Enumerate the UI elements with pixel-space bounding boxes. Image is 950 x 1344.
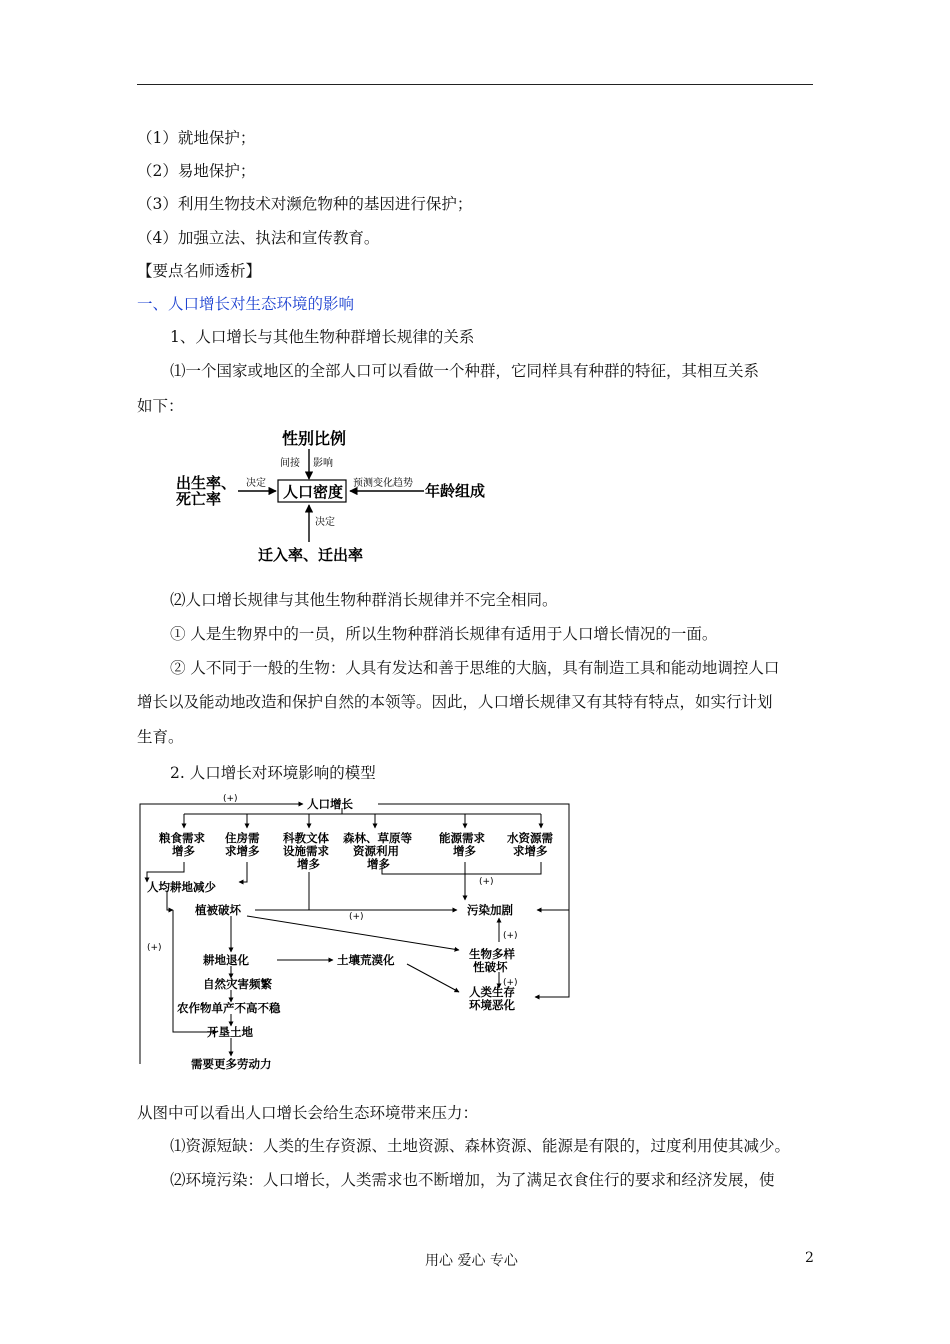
growth-node: 人口增长 — [307, 797, 353, 811]
energy-node-1: 能源需求 — [439, 831, 485, 845]
degrade-node: 耕地退化 — [203, 953, 249, 967]
labor-node: 需要更多劳动力 — [191, 1057, 272, 1071]
biodiversity-node-2: 性破坏 — [473, 960, 508, 974]
disaster-node: 自然灾害频繁 — [203, 977, 272, 991]
page-number: 2 — [805, 1250, 814, 1266]
forest-node-2: 资源利用 — [353, 844, 399, 858]
plus-label-bio-down: (+) — [503, 978, 518, 988]
sex-ratio-label: 性别比例 — [282, 429, 347, 448]
paragraph-1b: 如下： — [137, 397, 184, 415]
biodiversity-node-1: 生物多样 — [469, 947, 515, 961]
header-rule — [137, 84, 813, 85]
forest-node-1: 森林、草原等 — [343, 831, 412, 845]
plus-label-pollution: (+) — [479, 877, 494, 887]
culture-node-1: 科教文体 — [283, 831, 329, 845]
water-node-2: 求增多 — [513, 844, 548, 858]
environment-node-2: 环境恶化 — [469, 998, 515, 1012]
text-line-3: （3）利用生物技术对濒危物种的基因进行保护； — [137, 195, 473, 213]
item-2-title: 2. 人口增长对环境影响的模型 — [170, 764, 376, 782]
paragraph-1a: ⑴一个国家或地区的全部人口可以看做一个种群，它同样具有种群的特征，其相互关系 — [170, 362, 760, 380]
paragraph-3: 从图中可以看出人口增长会给生态环境带来压力： — [137, 1104, 479, 1122]
environment-node-1: 人类生存 — [469, 985, 515, 999]
energy-node-2: 增多 — [453, 844, 476, 858]
indirect-label: 间接 — [280, 458, 300, 469]
influence-label: 影响 — [313, 458, 333, 469]
population-density-diagram — [170, 424, 510, 574]
paragraph-2-2c: 生育。 — [137, 728, 184, 746]
age-structure-label: 年龄组成 — [425, 482, 486, 500]
birth-rate-label: 出生率、 — [176, 474, 237, 492]
culture-node-3: 增多 — [297, 857, 320, 871]
housing-node-2: 求增多 — [225, 844, 260, 858]
population-impact-model-diagram — [137, 792, 577, 1077]
plus-label-middle: (+) — [349, 912, 364, 922]
paragraph-2: ⑵人口增长规律与其他生物种群消长规律并不完全相同。 — [170, 591, 558, 609]
plus-label-top: (+) — [223, 794, 238, 804]
paragraph-2-2b: 增长以及能动地改造和保护自然的本领等。因此，人口增长规律又有其特有特点，如实行计划 — [137, 693, 773, 711]
culture-node-2: 设施需求 — [283, 844, 329, 858]
text-line-4: （4）加强立法、执法和宣传教育。 — [137, 229, 380, 247]
paragraph-2-1: ① 人是生物界中的一员，所以生物种群消长规律有适用于人口增长情况的一面。 — [170, 625, 718, 643]
migration-label: 迁入率、迁出率 — [258, 546, 364, 564]
plus-label-bio-up: (+) — [503, 931, 518, 941]
farmland-node: 人均耕地减少 — [147, 880, 216, 894]
housing-node-1: 住房需 — [225, 831, 260, 845]
paragraph-3-1: ⑴资源短缺：人类的生存资源、土地资源、森林资源、能源是有限的，过度利用使其减少。 — [170, 1137, 791, 1155]
reclaim-node: 开垦土地 — [207, 1025, 253, 1039]
text-line-2: （2）易地保护； — [137, 162, 256, 180]
predict-trend-label: 预测变化趋势 — [353, 478, 413, 489]
item-1-title: 1、人口增长与其他生物种群增长规律的关系 — [170, 328, 475, 346]
vegetation-node: 植被破坏 — [195, 903, 241, 917]
subsection-title: 一、人口增长对生态环境的影响 — [137, 295, 355, 313]
paragraph-2-2a: ② 人不同于一般的生物：人具有发达和善于思维的大脑，具有制造工具和能动地调控人口 — [170, 659, 780, 677]
crop-node: 农作物单产不高不稳 — [177, 1001, 281, 1015]
food-node-2: 增多 — [172, 844, 195, 858]
decide-left-label: 决定 — [246, 478, 266, 489]
paragraph-3-2: ⑵环境污染：人口增长，人类需求也不断增加，为了满足衣食住行的要求和经济发展，使 — [170, 1171, 775, 1189]
death-rate-label: 死亡率 — [176, 490, 222, 508]
pollution-node: 污染加剧 — [467, 903, 513, 917]
forest-node-3: 增多 — [367, 857, 390, 871]
decide-bottom-label: 决定 — [315, 517, 335, 528]
plus-label-left: (+) — [147, 943, 162, 953]
section-heading: 【要点名师透析】 — [137, 262, 262, 280]
water-node-1: 水资源需 — [507, 831, 553, 845]
population-density-label: 人口密度 — [283, 483, 344, 501]
desert-node: 土壤荒漠化 — [337, 953, 395, 967]
text-line-1: （1）就地保护； — [137, 129, 256, 147]
footer-motto: 用心 爱心 专心 — [425, 1253, 518, 1269]
food-node-1: 粮食需求 — [159, 831, 205, 845]
